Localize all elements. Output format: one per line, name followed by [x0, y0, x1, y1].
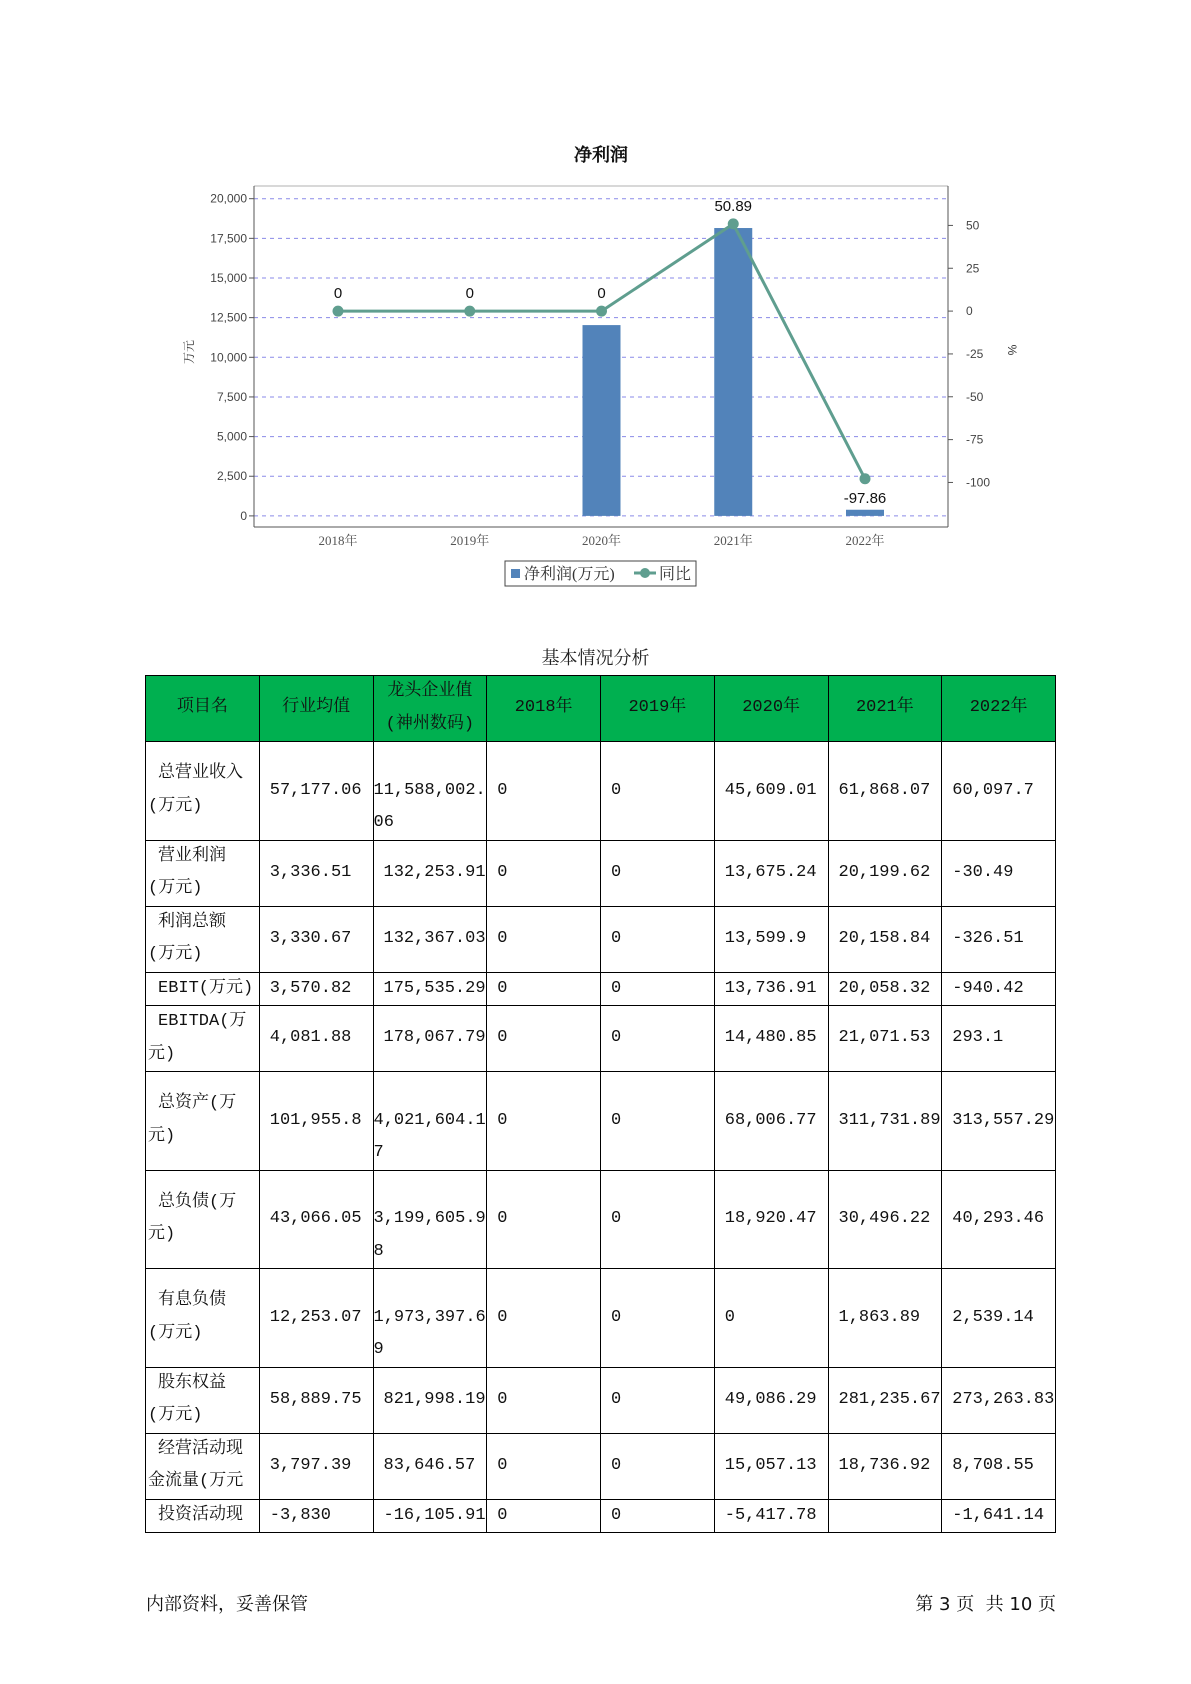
net-profit-bar	[846, 510, 884, 516]
cell-2020: 45,609.01	[714, 742, 828, 841]
cell-leader-value: 821,998.19	[373, 1367, 487, 1433]
cell-industry-average: 3,336.51	[259, 840, 373, 906]
cell-leader-value: 3,199,605.98	[373, 1170, 487, 1269]
cell-industry-average: 43,066.05	[259, 1170, 373, 1269]
y-left-tick-label: 10,000	[210, 350, 247, 365]
table-row	[146, 742, 1056, 841]
table-row	[146, 1006, 1056, 1072]
header-2021: 2021年	[828, 676, 942, 742]
x-tick-label: 2019年	[450, 533, 490, 548]
cell-2021: 1,863.89	[828, 1269, 942, 1368]
x-tick-label: 2020年	[581, 533, 622, 548]
y-left-tick-label: 17,500	[210, 231, 247, 246]
cell-2022: -30.49	[942, 840, 1056, 906]
y-right-axis-title: %	[1005, 344, 1019, 356]
row-label: 有息负债(万元)	[146, 1269, 260, 1368]
yoy-data-label: 50.89	[714, 197, 753, 215]
y-right-tick-label: 25	[966, 261, 980, 276]
cell-leader-value: 83,646.57	[373, 1433, 487, 1499]
cell-2022: -326.51	[942, 906, 1056, 972]
cell-2022: 60,097.7	[942, 742, 1056, 841]
table-row	[146, 1269, 1056, 1368]
yoy-data-label: 0	[465, 285, 474, 303]
yoy-data-label: 0	[333, 285, 343, 303]
row-label: 投资活动现	[146, 1499, 260, 1533]
header-2020: 2020年	[714, 676, 828, 742]
cell-2022: -940.42	[942, 972, 1056, 1006]
cell-2019: 0	[601, 1433, 715, 1499]
cell-industry-average: 12,253.07	[259, 1269, 373, 1368]
x-tick-label: 2022年	[845, 533, 885, 548]
cell-2020: 18,920.47	[714, 1170, 828, 1269]
cell-2021: 61,868.07	[828, 742, 942, 841]
y-right-tick-label: -100	[966, 475, 991, 490]
y-left-tick-label: 15,000	[210, 270, 247, 285]
yoy-point	[728, 218, 739, 229]
cell-industry-average: 57,177.06	[259, 742, 373, 841]
y-right-tick-label: 50	[966, 218, 980, 233]
y-left-tick-label: 20,000	[210, 191, 247, 206]
footer-page-info: 第 3 页 共 10 页	[915, 1594, 1056, 1615]
cell-industry-average: 101,955.8	[259, 1072, 373, 1171]
y-right-tick-label: -50	[966, 389, 984, 404]
cell-2019: 0	[601, 1269, 715, 1368]
x-tick-label: 2021年	[713, 533, 753, 548]
cell-2021: 30,496.22	[828, 1170, 942, 1269]
y-left-tick-label: 5,000	[216, 429, 247, 444]
table-row	[146, 1072, 1056, 1171]
cell-2020: 49,086.29	[714, 1367, 828, 1433]
cell-2019: 0	[601, 840, 715, 906]
cell-2018: 0	[487, 972, 601, 1006]
legend-label-yoy: 同比	[659, 566, 692, 583]
table-title: 基本情况分析	[541, 648, 650, 668]
cell-2022: 8,708.55	[942, 1433, 1056, 1499]
cell-2018: 0	[487, 1006, 601, 1072]
cell-leader-value: 4,021,604.17	[373, 1072, 487, 1171]
cell-2018: 0	[487, 906, 601, 972]
cell-2018: 0	[487, 742, 601, 841]
cell-2021: 20,158.84	[828, 906, 942, 972]
net-profit-bar	[714, 228, 752, 516]
table-row	[146, 1170, 1056, 1269]
y-left-tick-label: 12,500	[210, 310, 247, 325]
row-label: 股东权益(万元)	[146, 1367, 260, 1433]
cell-2020: 13,675.24	[714, 840, 828, 906]
y-right-tick-label: 0	[966, 304, 973, 319]
cell-leader-value: 11,588,002.06	[373, 742, 487, 841]
row-label: 经营活动现金流量(万元	[146, 1433, 260, 1499]
cell-leader-value: -16,105.91	[373, 1499, 487, 1533]
cell-2022: 40,293.46	[942, 1170, 1056, 1269]
y-left-tick-label: 7,500	[216, 389, 247, 404]
y-left-tick-label: 0	[240, 508, 247, 523]
cell-2018: 0	[487, 1072, 601, 1171]
cell-leader-value: 1,973,397.69	[373, 1269, 487, 1368]
cell-leader-value: 178,067.79	[373, 1006, 487, 1072]
cell-2019: 0	[601, 1170, 715, 1269]
cell-2020: 13,599.9	[714, 906, 828, 972]
row-label: EBITDA(万元)	[146, 1006, 260, 1072]
cell-2020: 0	[714, 1269, 828, 1368]
cell-2020: 68,006.77	[714, 1072, 828, 1171]
cell-industry-average: -3,830	[259, 1499, 373, 1533]
row-label: 总资产(万元)	[146, 1072, 260, 1171]
net-profit-bar	[583, 325, 621, 516]
row-label: 利润总额(万元)	[146, 906, 260, 972]
chart-legend	[505, 561, 696, 586]
cell-2019: 0	[601, 972, 715, 1006]
row-label: 总负债(万元)	[146, 1170, 260, 1269]
cell-2022: 313,557.29	[942, 1072, 1056, 1171]
header-item-name: 项目名	[146, 676, 260, 742]
header-row	[146, 676, 1056, 742]
cell-leader-value: 132,367.03	[373, 906, 487, 972]
cell-2018: 0	[487, 1269, 601, 1368]
cell-2019: 0	[601, 1367, 715, 1433]
header-2022: 2022年	[942, 676, 1056, 742]
cell-2022: 293.1	[942, 1006, 1056, 1072]
cell-2021	[828, 1499, 942, 1533]
footer-confidential-note: 内部资料，妥善保管	[146, 1594, 308, 1615]
y-left-axis-title: 万元	[182, 339, 196, 365]
yoy-point	[464, 306, 475, 317]
table-row	[146, 1499, 1056, 1533]
table-row	[146, 906, 1056, 972]
chart-title: 净利润	[574, 145, 628, 166]
cell-2020: 14,480.85	[714, 1006, 828, 1072]
basic-analysis-table	[145, 675, 1056, 1533]
cell-leader-value: 175,535.29	[373, 972, 487, 1006]
yoy-data-label: -97.86	[843, 489, 887, 507]
row-label: 总营业收入(万元)	[146, 742, 260, 841]
y-right-tick-label: -75	[966, 432, 984, 447]
yoy-point	[860, 473, 871, 484]
legend-bar-swatch	[511, 569, 520, 578]
cell-industry-average: 4,081.88	[259, 1006, 373, 1072]
cell-2020: 15,057.13	[714, 1433, 828, 1499]
yoy-data-label: 0	[597, 285, 606, 303]
cell-2020: 13,736.91	[714, 972, 828, 1006]
table-row	[146, 1433, 1056, 1499]
header-2018: 2018年	[487, 676, 601, 742]
cell-2019: 0	[601, 1006, 715, 1072]
legend-line-marker	[640, 568, 650, 578]
cell-2019: 0	[601, 1072, 715, 1171]
cell-2022: 2,539.14	[942, 1269, 1056, 1368]
x-tick-label: 2018年	[318, 533, 358, 548]
cell-2021: 281,235.67	[828, 1367, 942, 1433]
cell-industry-average: 58,889.75	[259, 1367, 373, 1433]
cell-industry-average: 3,570.82	[259, 972, 373, 1006]
cell-leader-value: 132,253.91	[373, 840, 487, 906]
cell-industry-average: 3,330.67	[259, 906, 373, 972]
cell-2018: 0	[487, 1433, 601, 1499]
cell-2018: 0	[487, 1170, 601, 1269]
cell-2021: 18,736.92	[828, 1433, 942, 1499]
cell-2018: 0	[487, 840, 601, 906]
row-label: EBIT(万元)	[146, 972, 260, 1006]
y-left-tick-label: 2,500	[216, 469, 247, 484]
bars-layer	[583, 228, 885, 516]
cell-2018: 0	[487, 1499, 601, 1533]
cell-2020: -5,417.78	[714, 1499, 828, 1533]
cell-2021: 20,058.32	[828, 972, 942, 1006]
header-2019: 2019年	[601, 676, 715, 742]
cell-2018: 0	[487, 1367, 601, 1433]
cell-2019: 0	[601, 906, 715, 972]
net-profit-chart	[0, 0, 1191, 620]
y-right-tick-label: -25	[966, 346, 984, 361]
cell-2021: 20,199.62	[828, 840, 942, 906]
cell-2022: 273,263.83	[942, 1367, 1056, 1433]
table-row	[146, 840, 1056, 906]
row-label: 营业利润(万元)	[146, 840, 260, 906]
cell-2021: 21,071.53	[828, 1006, 942, 1072]
legend-label-net-profit: 净利润(万元)	[524, 566, 615, 583]
cell-2021: 311,731.89	[828, 1072, 942, 1171]
cell-industry-average: 3,797.39	[259, 1433, 373, 1499]
yoy-point	[596, 306, 607, 317]
header-industry-average: 行业均值	[259, 676, 373, 742]
cell-2019: 0	[601, 1499, 715, 1533]
cell-2019: 0	[601, 742, 715, 841]
header-leader-value: 龙头企业值(神州数码)	[373, 676, 487, 742]
table-row	[146, 972, 1056, 1006]
cell-2022: -1,641.14	[942, 1499, 1056, 1533]
yoy-point	[333, 306, 344, 317]
table-row	[146, 1367, 1056, 1433]
